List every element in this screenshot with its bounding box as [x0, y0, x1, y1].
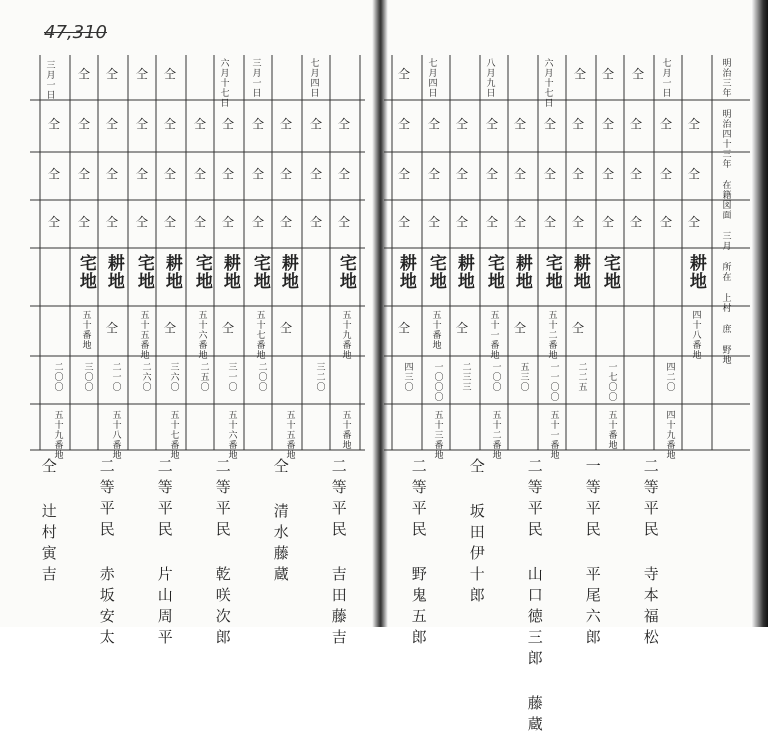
date-cell: 七月四日 — [426, 58, 437, 98]
same-mark: 仝 — [78, 167, 91, 181]
date-cell: 八月九日 — [484, 58, 495, 98]
same-mark: 仝 — [544, 117, 557, 131]
land-category: 宅地 — [425, 254, 446, 290]
same-mark: 仝 — [688, 215, 701, 229]
same-mark: 仝 — [660, 215, 673, 229]
land-category: 宅地 — [75, 254, 96, 290]
same-mark: 仝 — [660, 167, 673, 181]
same-mark: 仝 — [660, 117, 673, 131]
same-mark: 仝 — [456, 167, 469, 181]
area-value: 一〇〇〇 — [432, 362, 443, 402]
owner-name: 仝 坂田伊十郎 — [467, 458, 486, 608]
lot-reference: 五十八番地 — [110, 410, 121, 460]
owner-name: 二等平民 片山周平 — [155, 458, 174, 650]
same-mark: 仝 — [456, 321, 469, 335]
same-mark: 仝 — [280, 117, 293, 131]
lot-reference: 五十一番地 — [548, 410, 559, 460]
same-mark: 仝 — [572, 117, 585, 131]
same-mark: 仝 — [194, 167, 207, 181]
same-mark: 仝 — [194, 117, 207, 131]
same-mark: 仝 — [252, 167, 265, 181]
same-mark: 仝 — [136, 117, 149, 131]
lot-reference: 五十六番地 — [226, 410, 237, 460]
same-mark: 仝 — [428, 117, 441, 131]
same-mark: 仝 — [602, 117, 615, 131]
land-category: 耕地 — [569, 254, 590, 290]
land-category: 宅地 — [483, 254, 504, 290]
area-value: 二〇〇 — [256, 362, 267, 392]
area-value: 五三〇 — [518, 362, 529, 392]
same-mark: 仝 — [78, 67, 91, 81]
same-mark: 仝 — [106, 67, 119, 81]
same-mark: 仝 — [48, 117, 61, 131]
same-mark: 仝 — [310, 167, 323, 181]
owner-name: 二等平民 野鬼五郎 — [409, 458, 428, 650]
land-category: 耕地 — [453, 254, 474, 290]
same-mark: 仝 — [106, 321, 119, 335]
area-value: 四三〇 — [402, 362, 413, 392]
land-category: 耕地 — [277, 254, 298, 290]
same-mark: 仝 — [280, 167, 293, 181]
same-mark: 仝 — [630, 117, 643, 131]
area-value: 二六〇 — [140, 362, 151, 392]
land-category: 宅地 — [133, 254, 154, 290]
lot-number: 四十八番地 — [690, 310, 701, 360]
same-mark: 仝 — [688, 117, 701, 131]
lot-number: 五十七番地 — [254, 310, 265, 360]
date-cell: 七月一日 — [660, 58, 671, 98]
same-mark: 仝 — [164, 67, 177, 81]
same-mark: 仝 — [164, 215, 177, 229]
same-mark: 仝 — [398, 215, 411, 229]
lot-number: 五十九番地 — [340, 310, 351, 360]
same-mark: 仝 — [630, 167, 643, 181]
same-mark: 仝 — [338, 215, 351, 229]
land-category: 耕地 — [511, 254, 532, 290]
date-cell: 三月一日 — [44, 60, 55, 100]
lot-number: 五十番地 — [80, 310, 91, 350]
same-mark: 仝 — [222, 321, 235, 335]
same-mark: 仝 — [486, 167, 499, 181]
same-mark: 仝 — [572, 215, 585, 229]
lot-number: 五十一番地 — [488, 310, 499, 360]
lot-reference: 五十番地 — [606, 410, 617, 450]
same-mark: 仝 — [572, 167, 585, 181]
same-mark: 仝 — [428, 215, 441, 229]
same-mark: 仝 — [106, 167, 119, 181]
land-category: 宅地 — [541, 254, 562, 290]
owner-name: 仝 辻村寅吉 — [39, 458, 58, 587]
date-cell: 七月四日 — [308, 58, 319, 98]
same-mark: 仝 — [514, 321, 527, 335]
same-mark: 仝 — [456, 117, 469, 131]
same-mark: 仝 — [602, 215, 615, 229]
same-mark: 仝 — [572, 321, 585, 335]
lot-reference: 四十九番地 — [664, 410, 675, 460]
same-mark: 仝 — [602, 167, 615, 181]
owner-name: 二等平民 吉田藤吉 — [329, 458, 348, 650]
same-mark: 仝 — [456, 215, 469, 229]
land-category: 耕地 — [685, 254, 706, 290]
area-value: 一〇〇 — [490, 362, 501, 392]
lot-number: 五十六番地 — [196, 310, 207, 360]
same-mark: 仝 — [164, 167, 177, 181]
same-mark: 仝 — [252, 215, 265, 229]
right-page — [384, 0, 768, 737]
same-mark: 仝 — [164, 117, 177, 131]
same-mark: 仝 — [544, 215, 557, 229]
same-mark: 仝 — [222, 167, 235, 181]
same-mark: 仝 — [252, 117, 265, 131]
same-mark: 仝 — [78, 117, 91, 131]
lot-reference: 五十九番地 — [52, 410, 63, 460]
same-mark: 仝 — [602, 67, 615, 81]
same-mark: 仝 — [544, 167, 557, 181]
land-category: 宅地 — [599, 254, 620, 290]
lot-number: 五十二番地 — [546, 310, 557, 360]
register-header: 明治三年 明治四十三年 在籍図面 三月 所在 上村 庶 野地 — [720, 58, 731, 365]
land-category: 耕地 — [395, 254, 416, 290]
same-mark: 仝 — [338, 117, 351, 131]
lot-number: 五十番地 — [430, 310, 441, 350]
same-mark: 仝 — [106, 215, 119, 229]
same-mark: 仝 — [164, 321, 177, 335]
same-mark: 仝 — [574, 67, 587, 81]
same-mark: 仝 — [136, 67, 149, 81]
area-value: 二三三 — [460, 362, 471, 392]
land-category: 宅地 — [249, 254, 270, 290]
struck-number: 47,310 — [44, 22, 107, 43]
same-mark: 仝 — [632, 67, 645, 81]
date-cell: 三月一日 — [250, 58, 261, 98]
date-cell: 六月十七日 — [542, 58, 553, 108]
same-mark: 仝 — [428, 167, 441, 181]
same-mark: 仝 — [280, 321, 293, 335]
same-mark: 仝 — [630, 215, 643, 229]
same-mark: 仝 — [398, 167, 411, 181]
area-value: 二一〇 — [110, 362, 121, 392]
same-mark: 仝 — [338, 167, 351, 181]
owner-name: 二等平民 赤坂安太 — [97, 458, 116, 650]
land-category: 耕地 — [219, 254, 240, 290]
land-category: 宅地 — [335, 254, 356, 290]
same-mark: 仝 — [310, 215, 323, 229]
owner-name: 仝 清水藤蔵 — [271, 458, 290, 587]
area-value: 二二五 — [576, 362, 587, 392]
same-mark: 仝 — [136, 167, 149, 181]
same-mark: 仝 — [310, 117, 323, 131]
same-mark: 仝 — [688, 167, 701, 181]
lot-reference: 五十五番地 — [284, 410, 295, 460]
same-mark: 仝 — [136, 215, 149, 229]
right-page-grid — [384, 0, 768, 627]
land-category: 耕地 — [161, 254, 182, 290]
area-value: 一一〇〇 — [548, 362, 559, 402]
same-mark: 仝 — [398, 321, 411, 335]
owner-name: 二等平民 寺本福松 — [641, 458, 660, 650]
lot-reference: 五十七番地 — [168, 410, 179, 460]
area-value: 三六〇 — [168, 362, 179, 392]
page-edge — [752, 0, 768, 627]
same-mark: 仝 — [514, 167, 527, 181]
owner-name: 一等平民 平尾六郎 — [583, 458, 602, 650]
same-mark: 仝 — [514, 117, 527, 131]
same-mark: 仝 — [486, 117, 499, 131]
lot-reference: 五十三番地 — [432, 410, 443, 460]
same-mark: 仝 — [398, 117, 411, 131]
lot-reference: 五十二番地 — [490, 410, 501, 460]
area-value: 一七〇〇 — [606, 362, 617, 402]
same-mark: 仝 — [514, 215, 527, 229]
area-value: 三二〇 — [314, 362, 325, 392]
left-page — [0, 0, 380, 650]
same-mark: 仝 — [222, 117, 235, 131]
same-mark: 仝 — [106, 117, 119, 131]
same-mark: 仝 — [222, 215, 235, 229]
same-mark: 仝 — [78, 215, 91, 229]
owner-name: 二等平民 山口徳三郎 藤蔵 — [525, 458, 544, 737]
same-mark: 仝 — [48, 215, 61, 229]
same-mark: 仝 — [194, 215, 207, 229]
area-value: 二〇〇 — [52, 362, 63, 392]
lot-reference: 五十番地 — [340, 410, 351, 450]
area-value: 二五〇 — [198, 362, 209, 392]
same-mark: 仝 — [280, 215, 293, 229]
area-value: 四二〇 — [664, 362, 675, 392]
same-mark: 仝 — [486, 215, 499, 229]
same-mark: 仝 — [398, 67, 411, 81]
land-category: 宅地 — [191, 254, 212, 290]
lot-number: 五十五番地 — [138, 310, 149, 360]
land-category: 耕地 — [103, 254, 124, 290]
date-cell: 六月十七日 — [218, 58, 229, 108]
owner-name: 二等平民 乾咲次郎 — [213, 458, 232, 650]
same-mark: 仝 — [48, 167, 61, 181]
area-value: 三一〇 — [226, 362, 237, 392]
area-value: 三〇〇 — [82, 362, 93, 392]
